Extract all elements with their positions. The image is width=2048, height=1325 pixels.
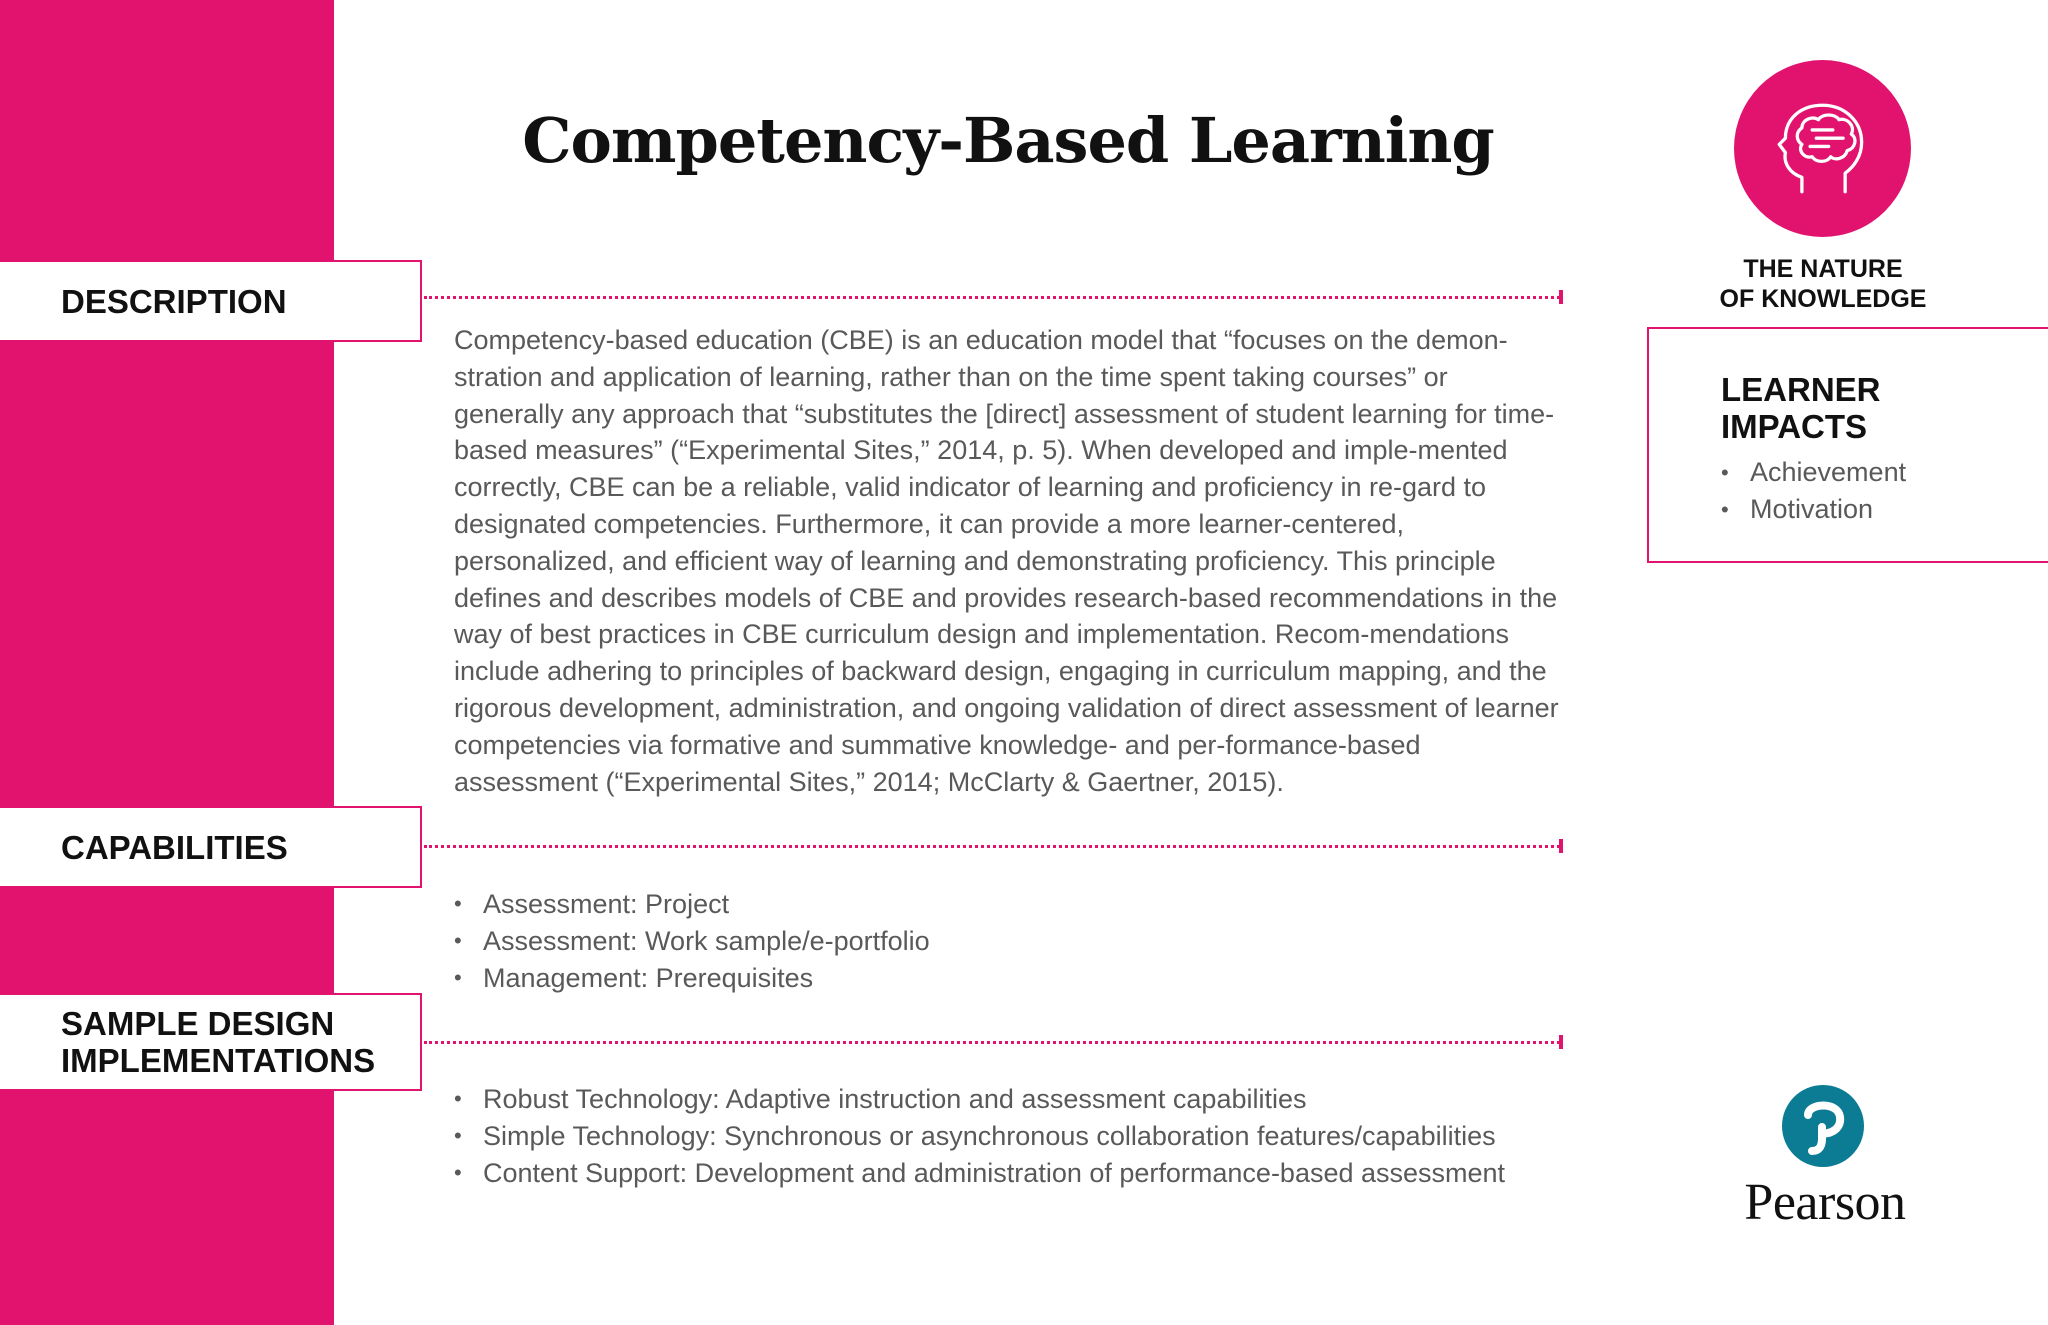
capabilities-label [0,806,422,888]
capability-text: Management: Prerequisites [483,962,814,993]
bullet: • [454,1122,462,1148]
implementation-text: Robust Technology: Adaptive instruction and assessment capabilities [483,1084,1307,1114]
list-item [454,1081,1505,1118]
bullet: • [454,1086,462,1111]
learner-impacts-list [1721,454,1906,528]
capabilities-divider-end [1559,839,1563,853]
left-accent-band [0,0,334,1325]
impact-text: Achievement [1750,457,1907,487]
capability-text: Assessment: Work sample/e-portfolio [483,925,930,956]
list-item [454,960,930,997]
description-label [0,260,422,342]
description-body: Competency-based education (CBE) is an education model that “focuses on the demon-stration and application of learning, rather than on the time spent taking courses” or generally any approach that “substitutes the [direct] assessment of student learning for time-based measures” (“Experimental Sites,” 2014, p. 5). When developed and imple-mented correctly, CBE can be a reliable, valid indicator of learning and proficiency in re-gard to designated competencies. Furthermore, it can provide a more learner-centered, personalized, and efficient way of learning and demonstrating proficiency. This principle defines and describes models of CBE and provides research-based recommendations in the way of best practices in CBE curriculum design and implementation. Recom-mendations include adhering to principles of backward design, engaging in curriculum mapping, and the rigorous development, administration, and ongoing validation of direct assessment of learner competencies via formative and summative knowledge- and per-formance-based assessment (“Experimental Sites,” 2014; McClarty & Gaertner, 2015). [454,325,1559,797]
pearson-p-icon [1782,1085,1864,1167]
list-item [454,1118,1505,1155]
capabilities-divider [424,845,1560,848]
list-item [454,886,930,923]
implementation-text: Simple Technology: Synchronous or asynchronous collaboration features/capabilities [483,1120,1496,1151]
sample-design-label [0,993,422,1091]
impact-text: Motivation [1750,494,1874,524]
capability-text: Assessment: Project [483,889,730,919]
sample-design-divider [424,1041,1560,1044]
description-divider [424,296,1560,299]
pearson-wordmark: Pearson [1744,1174,1906,1231]
bullet: • [1721,497,1729,522]
sample-design-label-text: SAMPLE DESIGN IMPLEMENTATIONS [61,1005,376,1079]
sample-design-list [454,1081,1505,1191]
pearson-p-glyph [1782,1085,1864,1167]
list-item [454,1155,1505,1192]
bullet: • [1721,460,1729,485]
list-item [454,923,930,960]
list-item [1721,491,1906,528]
capabilities-list [454,886,930,996]
learner-impacts-box [1647,327,2048,563]
knowledge-badge [1734,60,1911,237]
description-divider-end [1559,290,1563,304]
bullet: • [454,964,462,990]
bullet: • [454,927,462,953]
bullet: • [454,1159,462,1185]
description-label-text: DESCRIPTION [61,282,287,320]
sample-design-divider-end [1559,1035,1563,1049]
list-item [1721,454,1906,491]
bullet: • [454,891,462,916]
capabilities-label-text: CAPABILITIES [61,828,288,866]
pearson-logo [1700,1085,1950,1235]
implementation-text: Content Support: Development and administration of performance-based assessment [483,1157,1506,1188]
brain-head-icon [1771,97,1874,200]
page-title: Competency-Based Learning [522,104,1494,177]
category-title: THE NATURE OF KNOWLEDGE [1719,255,1927,313]
learner-impacts-heading: LEARNER IMPACTS [1721,371,1881,445]
